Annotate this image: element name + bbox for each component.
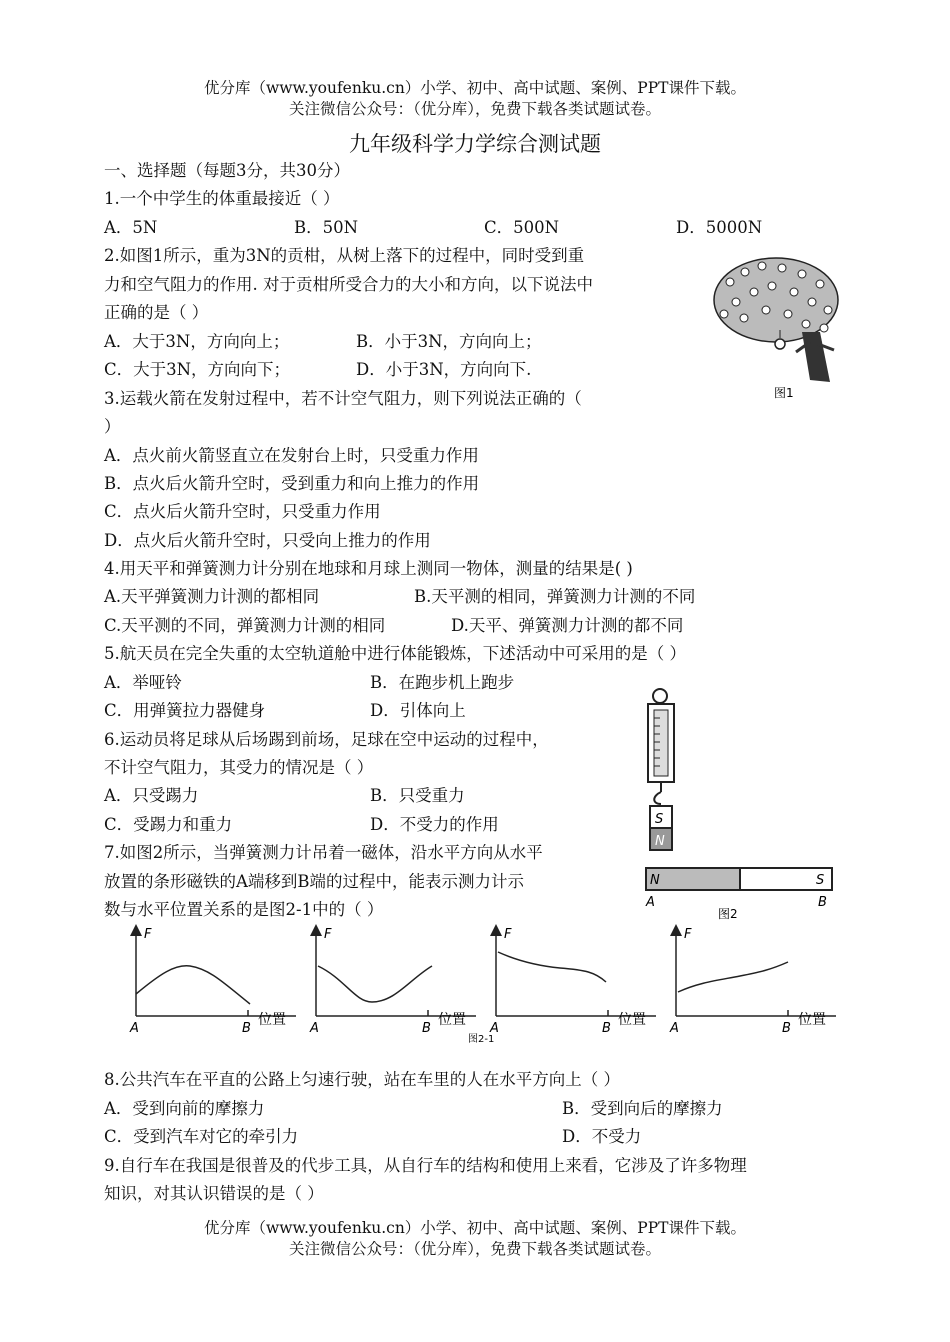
q6-option-d: D．不受力的作用 — [370, 815, 499, 834]
graph-c-axis-a: A — [490, 1021, 499, 1036]
bar-magnet-end-b: B — [818, 895, 827, 910]
q5-option-c: C．用弹簧拉力器健身 — [104, 701, 266, 720]
footer-line-1: 优分库（www.youfenku.cn）小学、初中、高中试题、案例、PPT课件下载。 — [203, 1219, 747, 1237]
q6-stem-1: 6.运动员将足球从后场踢到前场，足球在空中运动的过程中， — [104, 730, 549, 749]
graph-b-axis-position: 位置 — [438, 1012, 466, 1028]
q6-stem-2: 不计空气阻力，其受力的情况是（ ） — [104, 758, 374, 777]
q6-option-b: B．只受重力 — [370, 786, 465, 805]
graph-a-axis-position: 位置 — [258, 1012, 286, 1028]
q8-stem: 8.公共汽车在平直的公路上匀速行驶，站在车里的人在水平方向上（ ） — [104, 1070, 620, 1089]
q7-stem-3: 数与水平位置关系的是图2-1中的（ ） — [104, 900, 384, 919]
q3-option-a: A．点火前火箭竖直立在发射台上时，只受重力作用 — [104, 446, 479, 465]
section-heading: 一、选择题（每题3分，共30分） — [104, 161, 350, 180]
graph-a-axis-b: B — [242, 1021, 251, 1036]
q1-stem: 1.一个中学生的体重最接近（ ） — [104, 189, 340, 208]
bar-magnet-end-a: A — [646, 895, 655, 910]
q1-option-b: B．50N — [294, 218, 359, 237]
graph-option-c — [489, 927, 656, 1036]
q8-option-d: D．不受力 — [562, 1127, 642, 1146]
bar-magnet-n-label: N — [650, 873, 660, 888]
q4-option-a: A.天平弹簧测力计测的都相同 — [104, 587, 320, 606]
q3-option-d: D．点火后火箭升空时，只受向上推力的作用 — [104, 531, 431, 550]
graph-d-axis-f: F — [684, 927, 692, 942]
q1-option-a: A．5N — [104, 218, 158, 237]
graph-c-axis-position: 位置 — [618, 1012, 646, 1028]
q2-option-b: B．小于3N，方向向上； — [356, 332, 542, 351]
q5-option-d: D．引体向上 — [370, 701, 466, 720]
figure-2-spring-scale — [640, 686, 840, 922]
graph-option-a — [129, 927, 296, 1036]
q1-option-d: D．5000N — [676, 218, 763, 237]
q4-stem: 4.用天平和弹簧测力计分别在地球和月球上测同一物体，测量的结果是( ) — [104, 559, 633, 578]
q8-option-a: A．受到向前的摩擦力 — [104, 1099, 265, 1118]
graph-b-axis-a: A — [310, 1021, 319, 1036]
q3-option-b: B．点火后火箭升空时，受到重力和向上推力的作用 — [104, 474, 480, 493]
q9-stem-2: 知识，对其认识错误的是（ ） — [104, 1184, 324, 1203]
graph-option-d — [669, 927, 836, 1036]
q4-option-d: D.天平、弹簧测力计测的都不同 — [451, 616, 684, 635]
q3-stem-1: 3.运载火箭在发射过程中，若不计空气阻力，则下列说法正确的（ — [104, 389, 582, 408]
small-magnet-s-label: S — [655, 812, 664, 827]
graph-d-axis-position: 位置 — [798, 1012, 826, 1028]
graph-c-axis-b: B — [602, 1021, 611, 1036]
q9-stem-1: 9.自行车在我国是很普及的代步工具，从自行车的结构和使用上来看，它涉及了许多物理 — [104, 1156, 747, 1175]
graph-b-axis-b: B — [422, 1021, 431, 1036]
q8-option-b: B．受到向后的摩擦力 — [562, 1099, 723, 1118]
graph-b-axis-f: F — [324, 927, 332, 942]
graph-a-axis-a: A — [130, 1021, 139, 1036]
figure-2-caption: 图2 — [718, 907, 738, 921]
graph-a-axis-f: F — [144, 927, 152, 942]
q7-stem-2: 放置的条形磁铁的A端移到B端的过程中，能表示测力计示 — [104, 872, 525, 891]
graph-c-axis-f: F — [504, 927, 512, 942]
q2-option-a: A．大于3N，方向向上； — [104, 332, 290, 351]
q5-option-b: B．在跑步机上跑步 — [370, 673, 515, 692]
figure-1-tree — [710, 252, 845, 402]
q3-option-c: C．点火后火箭升空时，只受重力作用 — [104, 502, 381, 521]
page-title: 九年级科学力学综合测试题 — [349, 132, 601, 156]
q2-stem-2: 力和空气阻力的作用. 对于贡柑所受合力的大小和方向，以下说法中 — [104, 275, 593, 294]
footer-line-2: 关注微信公众号：（优分库），免费下载各类试题试卷。 — [288, 1240, 661, 1258]
figure-1-caption: 图1 — [774, 386, 794, 400]
graph-d-axis-b: B — [782, 1021, 791, 1036]
q2-option-c: C．大于3N，方向向下； — [104, 360, 291, 379]
figure-2-1-graphs — [120, 924, 845, 1046]
q2-stem-3: 正确的是（ ） — [104, 303, 209, 322]
q8-option-c: C．受到汽车对它的牵引力 — [104, 1127, 299, 1146]
q6-option-c: C．受踢力和重力 — [104, 815, 233, 834]
header-line-2: 关注微信公众号：（优分库），免费下载各类试题试卷。 — [288, 100, 661, 118]
q6-option-a: A．只受踢力 — [104, 786, 199, 805]
graph-option-b — [309, 927, 476, 1036]
q7-stem-1: 7.如图2所示，当弹簧测力计吊着一磁体，沿水平方向从水平 — [104, 843, 543, 862]
q5-stem: 5.航天员在完全失重的太空轨道舱中进行体能锻炼，下述活动中可采用的是（ ） — [104, 644, 686, 663]
q2-stem-1: 2.如图1所示，重为3N的贡柑，从树上落下的过程中，同时受到重 — [104, 246, 585, 265]
q5-option-a: A．举哑铃 — [104, 673, 182, 692]
figure-2-1-caption: 图2-1 — [468, 1034, 495, 1045]
q3-stem-2: ） — [104, 417, 121, 436]
small-magnet-n-label: N — [655, 834, 665, 849]
q2-option-d: D．小于3N，方向向下. — [356, 360, 532, 379]
graph-d-axis-a: A — [670, 1021, 679, 1036]
q4-option-c: C.天平测的不同，弹簧测力计测的相同 — [104, 616, 386, 635]
q1-option-c: C．500N — [484, 218, 560, 237]
header-line-1: 优分库（www.youfenku.cn）小学、初中、高中试题、案例、PPT课件下载。 — [203, 79, 747, 97]
q4-option-b: B.天平测的相同，弹簧测力计测的不同 — [414, 587, 696, 606]
bar-magnet-s-label: S — [816, 873, 825, 888]
